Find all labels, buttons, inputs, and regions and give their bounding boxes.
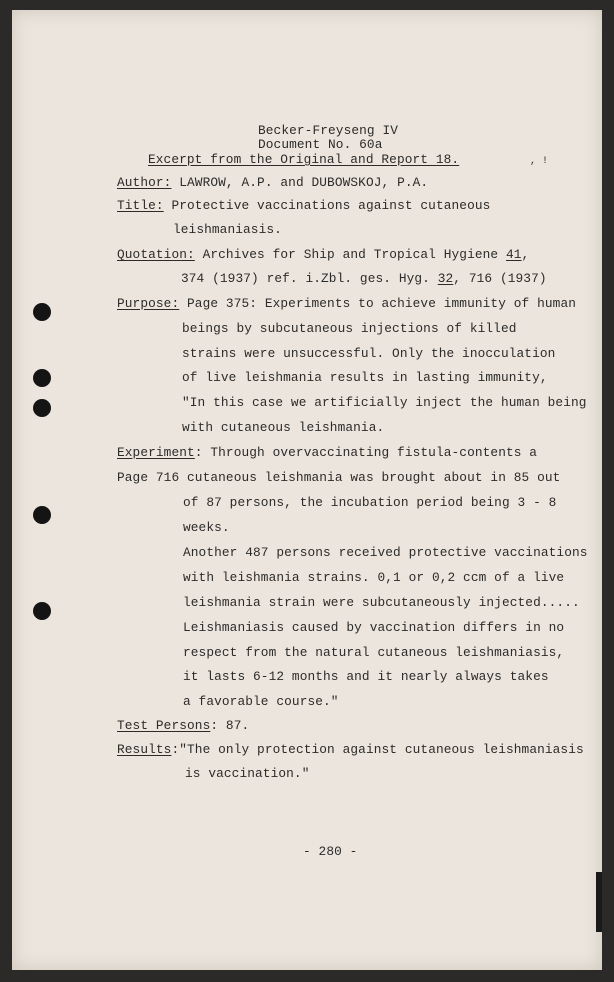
- purpose-line-2: beings by subcutaneous injections of killed: [182, 321, 517, 336]
- quotation-volume: 41: [505, 247, 522, 262]
- experiment-line-3: of 87 persons, the incubation period being 3 - 8: [183, 495, 557, 510]
- title-line-2: leishmaniasis.: [173, 222, 282, 237]
- experiment-line-1: Experiment: Through overvaccinating fistula-contents a: [117, 445, 538, 460]
- purpose-label: Purpose:: [117, 296, 180, 311]
- header-line-3: Excerpt from the Original and Report 18.: [148, 152, 460, 167]
- experiment-line-9: respect from the natural cutaneous leishmaniasis,: [183, 645, 565, 660]
- purpose-line-1: Purpose: Page 375: Experiments to achieve immunity of human: [117, 296, 576, 311]
- page-number: - 280 -: [303, 844, 358, 859]
- experiment-line-6: with leishmania strains. 0,1 or 0,2 ccm of a live: [183, 570, 565, 585]
- purpose-line-3: strains were unsuccessful. Only the inocculation: [182, 346, 556, 361]
- purpose-line-4: of live leishmania results in lasting immunity,: [182, 370, 548, 385]
- author-label: Author:: [117, 175, 172, 190]
- quotation-line-1: Quotation: Archives for Ship and Tropical Hygiene 41,: [117, 247, 530, 262]
- experiment-line-2: Page 716 cutaneous leishmania was brought about in 85 out: [117, 470, 561, 485]
- punch-hole-2: [33, 369, 51, 387]
- punch-hole-1: [33, 303, 51, 321]
- purpose-line-5: "In this case we artificially inject the human being: [182, 395, 587, 410]
- quotation-line-2: 374 (1937) ref. i.Zbl. ges. Hyg. 32, 716 (1937): [181, 271, 547, 286]
- punch-hole-5: [33, 602, 51, 620]
- experiment-line-5: Another 487 persons received protective vaccinations: [183, 545, 588, 560]
- experiment-line-8: Leishmaniasis caused by vaccination differs in no: [183, 620, 565, 635]
- header-line-1: Becker-Freyseng IV: [258, 123, 399, 138]
- experiment-line-11: a favorable course.": [183, 694, 339, 709]
- stray-mark: , !: [530, 156, 549, 167]
- title-line-1: [117, 198, 490, 214]
- experiment-label: Experiment: [117, 445, 195, 460]
- results-line-2: is vaccination.": [185, 766, 310, 781]
- quotation-label: Quotation:: [117, 247, 195, 262]
- title-text-1: Protective vaccinations against cutaneous: [163, 198, 491, 213]
- author-value: LAWROW, A.P. and DUBOWSKOJ, P.A.: [171, 175, 429, 190]
- purpose-line-6: with cutaneous leishmania.: [182, 420, 385, 435]
- results-line-1: Results:"The only protection against cutaneous leishmaniasis: [117, 742, 584, 757]
- experiment-line-7: leishmania strain were subcutaneously injected.....: [183, 595, 580, 610]
- punch-hole-4: [33, 506, 51, 524]
- document-page: [12, 10, 602, 970]
- experiment-line-4: weeks.: [183, 520, 230, 535]
- header-line-2: Document No. 60a: [258, 137, 383, 152]
- test-persons-label: Test Persons: [117, 718, 211, 733]
- edge-tab: [596, 872, 602, 932]
- test-persons-line: Test Persons: 87.: [117, 718, 250, 733]
- author-line: [117, 175, 428, 191]
- experiment-line-10: it lasts 6-12 months and it nearly always takes: [183, 669, 549, 684]
- punch-hole-3: [33, 399, 51, 417]
- title-label: Title:: [117, 198, 164, 213]
- results-label: Results: [117, 742, 172, 757]
- quotation-ref-volume: 32: [437, 271, 454, 286]
